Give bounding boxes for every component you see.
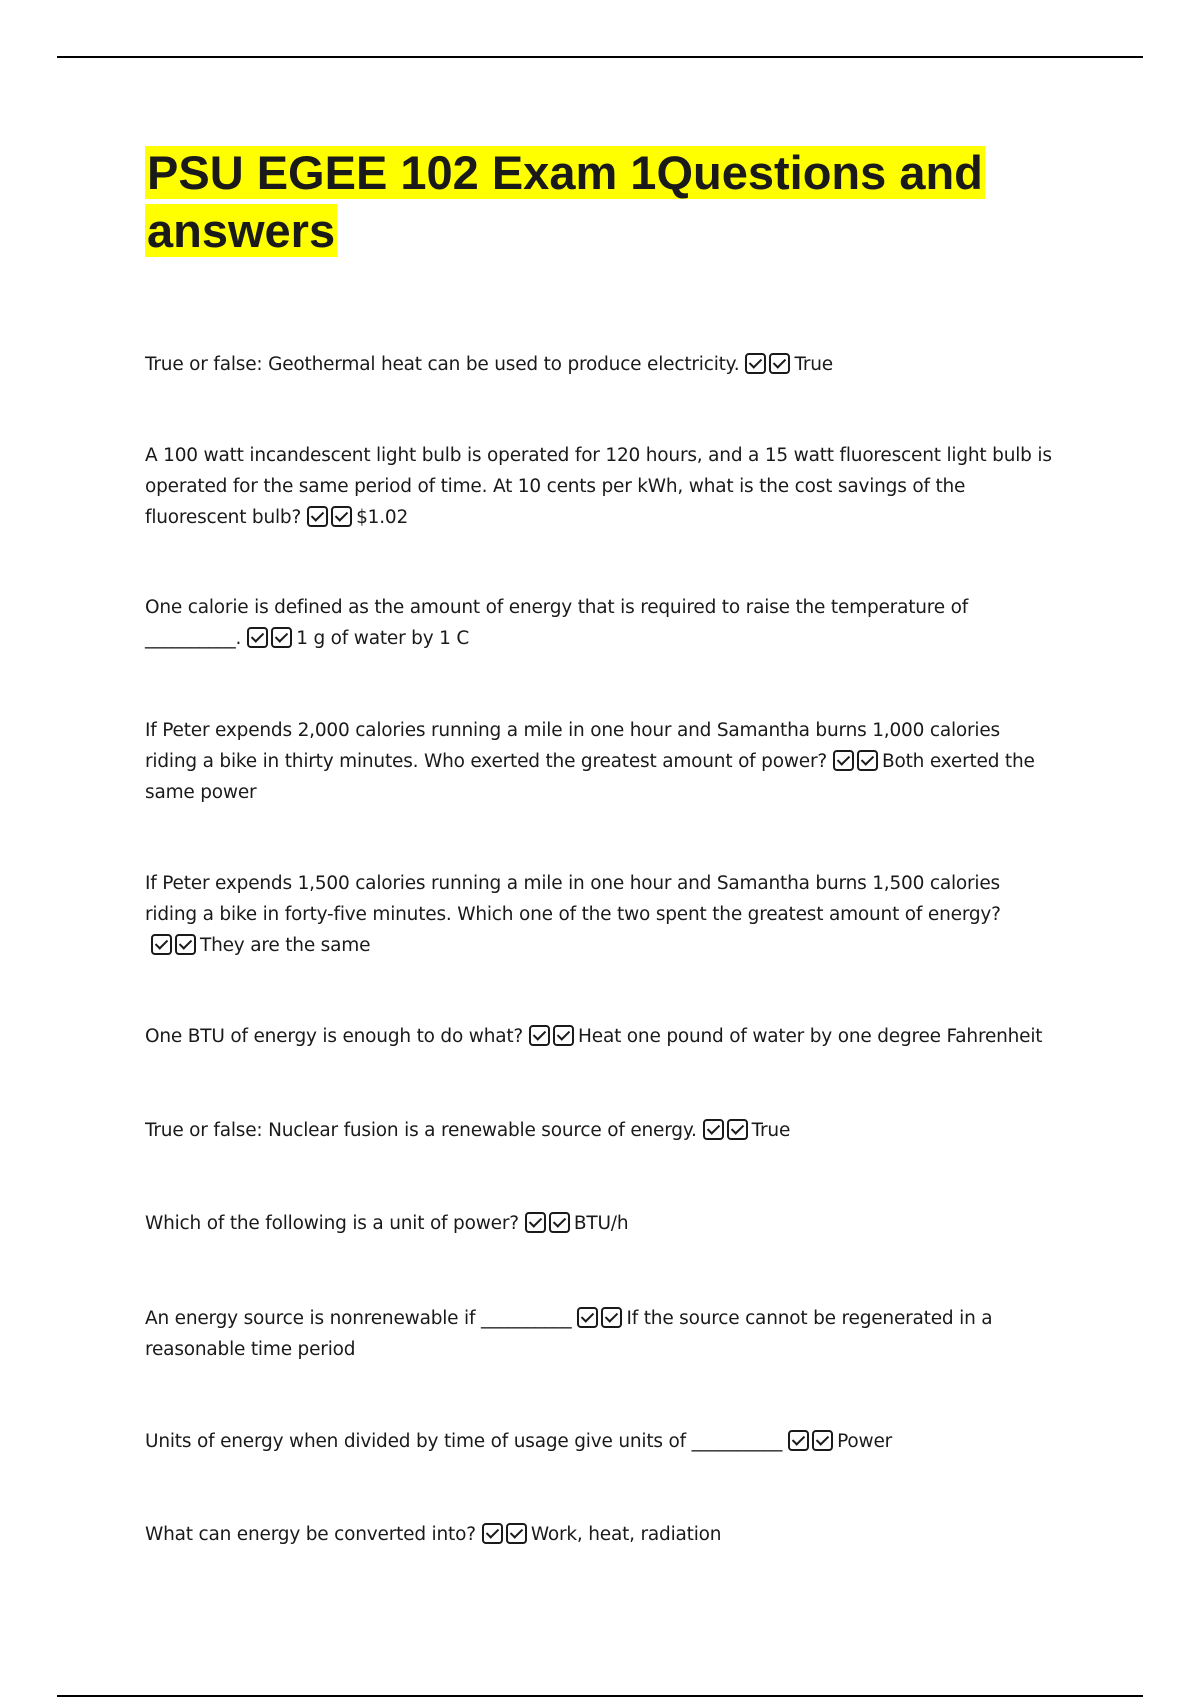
checkbox-checked-icon: [271, 627, 292, 648]
qa-item: [145, 1303, 1055, 1365]
checkbox-checked-icon: [151, 934, 172, 955]
checkbox-checked-icon: [553, 1025, 574, 1046]
answer-text: Heat one pound of water by one degree Fahrenheit: [578, 1026, 1043, 1047]
header-rule: [57, 56, 1143, 58]
answer-text: True: [794, 354, 833, 375]
checkbox-checked-icon: [525, 1212, 546, 1233]
qa-item: [145, 592, 1055, 654]
question-text: An energy source is nonrenewable if __________: [145, 1308, 572, 1329]
checkbox-checked-icon: [727, 1119, 748, 1140]
question-text: Which of the following is a unit of power?: [145, 1213, 519, 1234]
answer-markers: [151, 930, 199, 961]
answer-text: True: [751, 1120, 791, 1141]
checkbox-checked-icon: [769, 353, 790, 374]
checkbox-checked-icon: [788, 1430, 809, 1451]
checkbox-checked-icon: [529, 1025, 550, 1046]
answer-markers: [307, 502, 355, 533]
question-text: One calorie is defined as the amount of energy that is required to raise the temperature of __________.: [145, 597, 969, 649]
question-text: What can energy be converted into?: [145, 1524, 476, 1545]
checkbox-checked-icon: [601, 1307, 622, 1328]
answer-text: 1 g of water by 1 C: [296, 628, 470, 649]
answer-markers: [703, 1115, 751, 1146]
answer-markers: [247, 623, 295, 654]
answer-markers: [525, 1208, 573, 1239]
qa-item: [145, 349, 1055, 380]
question-text: If Peter expends 2,000 calories running a mile in one hour and Samantha burns 1,000 calories riding a bike in thirty minutes. Who exerted the greatest amount of power?: [145, 720, 1000, 772]
checkbox-checked-icon: [549, 1212, 570, 1233]
checkbox-checked-icon: [812, 1430, 833, 1451]
question-text: True or false: Geothermal heat can be used to produce electricity.: [145, 354, 740, 375]
qa-item: [145, 440, 1055, 533]
qa-item: [145, 1021, 1055, 1052]
answer-markers: [745, 349, 793, 380]
answer-text: $1.02: [356, 507, 409, 528]
answer-text: Work, heat, radiation: [530, 1524, 722, 1545]
qa-item: [145, 1208, 1055, 1239]
qa-item: [145, 868, 1055, 961]
answer-markers: [577, 1303, 625, 1334]
question-text: One BTU of energy is enough to do what?: [145, 1026, 524, 1047]
checkbox-checked-icon: [577, 1307, 598, 1328]
checkbox-checked-icon: [703, 1119, 724, 1140]
answer-text: If the source cannot be regenerated in a reasonable time period: [145, 1308, 993, 1360]
qa-item: [145, 1426, 1055, 1457]
qa-item: [145, 1519, 1055, 1550]
answer-markers: [482, 1519, 530, 1550]
question-text: A 100 watt incandescent light bulb is operated for 120 hours, and a 15 watt fluorescent light bulb is operated for the same period of time. At 10 cents per kWh, what is the cost savings of the fluorescent bulb?: [145, 445, 1052, 528]
checkbox-checked-icon: [857, 750, 878, 771]
checkbox-checked-icon: [247, 627, 268, 648]
question-text: Units of energy when divided by time of usage give units of __________: [145, 1431, 783, 1452]
answer-text: BTU/h: [573, 1213, 629, 1234]
checkbox-checked-icon: [331, 506, 352, 527]
checkbox-checked-icon: [833, 750, 854, 771]
checkbox-checked-icon: [482, 1523, 503, 1544]
question-text: True or false: Nuclear fusion is a renewable source of energy.: [145, 1120, 697, 1141]
answer-text: They are the same: [200, 935, 371, 956]
answer-text: Both exerted the same power: [145, 751, 1035, 803]
document-title: [145, 144, 1045, 260]
title-highlight: PSU EGEE 102 Exam 1Questions and answers: [147, 146, 983, 257]
question-text: If Peter expends 1,500 calories running a mile in one hour and Samantha burns 1,500 calories riding a bike in forty-five minutes. Which one of the two spent the greatest amount of energy?: [145, 873, 1001, 925]
answer-markers: [788, 1426, 836, 1457]
checkbox-checked-icon: [506, 1523, 527, 1544]
answer-text: Power: [837, 1431, 893, 1452]
answer-markers: [833, 746, 881, 777]
qa-item: [145, 1115, 1055, 1146]
footer-rule: [57, 1695, 1143, 1697]
checkbox-checked-icon: [307, 506, 328, 527]
checkbox-checked-icon: [175, 934, 196, 955]
answer-markers: [529, 1021, 577, 1052]
qa-item: [145, 715, 1055, 808]
checkbox-checked-icon: [745, 353, 766, 374]
